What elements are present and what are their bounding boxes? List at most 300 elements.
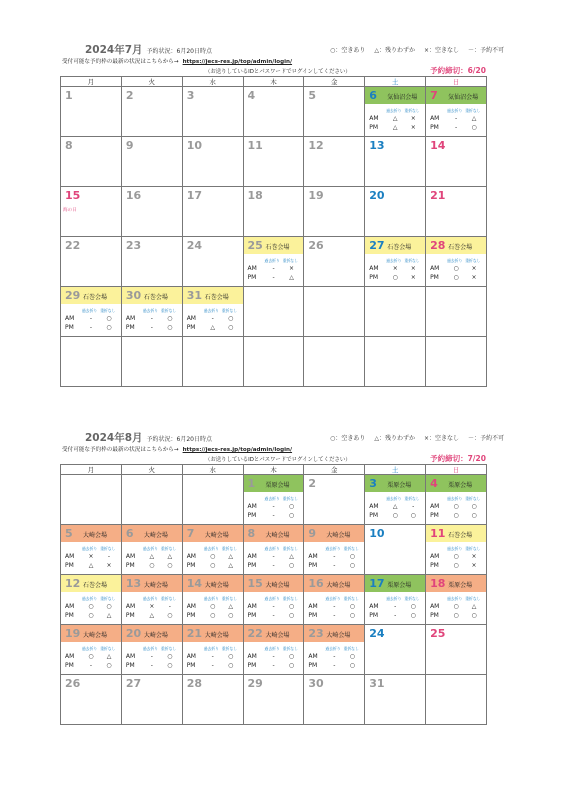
slot-status: △ bbox=[106, 653, 112, 660]
slot-column-labels bbox=[325, 596, 358, 602]
day-cell bbox=[243, 575, 304, 625]
slot-status: △ bbox=[392, 123, 398, 131]
slot-label: PM bbox=[430, 511, 439, 519]
day-cell bbox=[61, 287, 122, 337]
am-slot-row bbox=[126, 603, 179, 612]
slot-col-label: 重折なし bbox=[343, 646, 359, 651]
slot-label: AM bbox=[369, 503, 379, 510]
slot-label: AM bbox=[65, 603, 75, 610]
slot-availability bbox=[430, 115, 483, 132]
empty-cell bbox=[243, 287, 304, 337]
day-cell bbox=[121, 525, 182, 575]
slot-status: ○ bbox=[106, 315, 112, 322]
venue-label: 大崎会場 bbox=[143, 532, 168, 539]
venue-label: 大崎会場 bbox=[204, 532, 229, 539]
slot-status: - bbox=[272, 611, 275, 619]
slot-col-label: 過去折り bbox=[82, 546, 98, 551]
slot-status: - bbox=[454, 123, 458, 131]
booking-link[interactable]: https://jecs-res.jp/top/admin/login/ bbox=[182, 447, 293, 453]
slot-col-label: 過去折り bbox=[264, 596, 280, 601]
slot-col-label: 重折なし bbox=[404, 108, 420, 113]
pm-slot-row bbox=[308, 612, 361, 621]
holiday-label: 海の日 bbox=[63, 208, 77, 213]
slot-column-labels bbox=[265, 258, 298, 264]
day-number: 1 bbox=[65, 89, 73, 102]
slot-label: AM bbox=[65, 653, 75, 660]
day-cell bbox=[365, 187, 426, 237]
venue-label: 大崎会場 bbox=[204, 582, 229, 589]
slot-label: PM bbox=[186, 561, 196, 569]
slot-col-label: 過去折り bbox=[142, 596, 159, 601]
venue-label: 栗原会場 bbox=[387, 582, 412, 589]
slot-status: - bbox=[211, 653, 214, 660]
slot-status: ○ bbox=[228, 315, 234, 322]
slot-col-label: 過去折り bbox=[264, 646, 280, 651]
day-cell bbox=[61, 575, 122, 625]
slot-status: - bbox=[150, 653, 153, 660]
slot-status: ○ bbox=[471, 511, 477, 519]
slot-status: △ bbox=[392, 503, 398, 510]
day-cell bbox=[182, 625, 243, 675]
slot-status: - bbox=[150, 323, 153, 331]
empty-cell bbox=[426, 337, 487, 387]
day-number: 4 bbox=[430, 477, 438, 490]
venue-label: 大崎会場 bbox=[265, 532, 290, 539]
am-slot-row bbox=[126, 315, 179, 324]
slot-col-label: 過去折り bbox=[142, 646, 159, 651]
login-note: （お送りしているIDとパスワードでログインしてください） bbox=[205, 69, 351, 75]
slot-label: AM bbox=[247, 603, 257, 610]
slot-col-label: 重折なし bbox=[465, 258, 481, 263]
slot-label: AM bbox=[430, 553, 440, 560]
slot-col-label: 重折なし bbox=[343, 546, 359, 551]
slot-status: × bbox=[88, 553, 94, 560]
am-slot-row bbox=[126, 553, 179, 562]
slot-status: ○ bbox=[88, 611, 94, 619]
slot-column-labels bbox=[325, 646, 358, 652]
slot-label: AM bbox=[247, 553, 257, 560]
pm-slot-row bbox=[430, 612, 483, 621]
availability-legend: ○：空きあり △：残りわずか ×：空きなし －：予約不可 bbox=[330, 47, 504, 54]
slot-col-label: 過去折り bbox=[325, 546, 341, 551]
slot-status: △ bbox=[228, 553, 233, 560]
slot-status: × bbox=[410, 115, 416, 122]
slot-availability bbox=[187, 603, 240, 620]
slot-status: × bbox=[106, 561, 112, 569]
day-cell bbox=[182, 525, 243, 575]
slot-label: AM bbox=[369, 265, 379, 272]
slot-status: △ bbox=[210, 323, 215, 331]
week-row bbox=[61, 337, 487, 387]
am-slot-row bbox=[248, 503, 301, 512]
am-slot-row bbox=[248, 603, 301, 612]
day-cell bbox=[304, 475, 365, 525]
weekday-mon: 月 bbox=[61, 77, 122, 87]
slot-label: PM bbox=[125, 323, 135, 331]
venue-label: 気仙沼会場 bbox=[448, 94, 479, 101]
pm-slot-row bbox=[126, 562, 179, 571]
slot-status: - bbox=[272, 273, 275, 281]
slot-col-label: 重折なし bbox=[100, 646, 116, 651]
slot-status: - bbox=[272, 503, 275, 510]
slot-availability bbox=[430, 265, 483, 282]
slot-status: ○ bbox=[410, 611, 416, 619]
slot-col-label: 重折なし bbox=[221, 596, 238, 601]
slot-availability bbox=[308, 553, 361, 570]
slot-status: ○ bbox=[471, 123, 477, 131]
slot-status: ○ bbox=[210, 553, 216, 560]
weekday-mon: 月 bbox=[61, 465, 122, 475]
day-number: 27 bbox=[369, 239, 385, 252]
slot-column-labels bbox=[143, 596, 176, 602]
slot-availability bbox=[126, 653, 179, 670]
week-row bbox=[61, 137, 487, 187]
am-slot-row bbox=[248, 265, 301, 274]
venue-label: 大崎会場 bbox=[265, 632, 290, 639]
day-cell bbox=[121, 87, 182, 137]
day-number: 16 bbox=[125, 189, 142, 202]
day-number: 16 bbox=[308, 577, 324, 590]
slot-status: × bbox=[149, 603, 155, 610]
slot-status: △ bbox=[167, 553, 173, 560]
slot-availability bbox=[248, 553, 301, 570]
slot-label: AM bbox=[430, 603, 440, 610]
day-cell bbox=[121, 675, 182, 725]
slot-status: ○ bbox=[392, 511, 398, 519]
slot-col-label: 過去折り bbox=[447, 258, 463, 263]
slot-status: ○ bbox=[453, 603, 459, 610]
venue-label: 石巻会場 bbox=[387, 244, 412, 251]
week-row bbox=[61, 237, 487, 287]
week-row bbox=[61, 675, 487, 725]
slot-availability bbox=[65, 553, 118, 570]
slot-col-label: 重折なし bbox=[161, 646, 177, 651]
week-row bbox=[61, 287, 487, 337]
slot-label: PM bbox=[308, 661, 318, 669]
slot-col-label: 重折なし bbox=[282, 646, 298, 651]
slot-availability bbox=[369, 503, 422, 520]
slot-col-label: 重折なし bbox=[282, 546, 298, 551]
slot-status: △ bbox=[106, 611, 112, 619]
slot-status: △ bbox=[88, 561, 94, 569]
pm-slot-row bbox=[65, 324, 118, 333]
slot-label: AM bbox=[125, 553, 136, 560]
slot-status: × bbox=[471, 561, 477, 569]
slot-availability bbox=[369, 115, 422, 132]
slot-label: PM bbox=[430, 561, 439, 569]
slot-availability bbox=[65, 653, 118, 670]
slot-status: ○ bbox=[288, 511, 295, 519]
slot-column-labels bbox=[82, 308, 115, 314]
day-number: 20 bbox=[369, 189, 385, 202]
pm-slot-row bbox=[187, 662, 240, 671]
pm-slot-row bbox=[308, 662, 361, 671]
slot-status: △ bbox=[471, 115, 477, 122]
pm-slot-row bbox=[65, 562, 118, 571]
slot-status: ○ bbox=[288, 503, 295, 510]
status-text: 予約状況：6月20日時点 bbox=[146, 436, 212, 443]
slot-label: PM bbox=[247, 561, 257, 569]
slot-status: ○ bbox=[106, 603, 112, 610]
slot-availability bbox=[369, 265, 422, 282]
day-number: 26 bbox=[308, 239, 324, 252]
day-number: 31 bbox=[186, 289, 202, 302]
day-cell bbox=[426, 137, 487, 187]
slot-column-labels bbox=[204, 546, 237, 552]
day-number: 11 bbox=[247, 139, 263, 152]
slot-status: ○ bbox=[349, 653, 355, 660]
weekday-sun: 日 bbox=[426, 77, 487, 87]
day-cell bbox=[121, 237, 182, 287]
slot-label: PM bbox=[247, 511, 257, 519]
slot-label: PM bbox=[369, 273, 379, 281]
day-cell bbox=[304, 87, 365, 137]
slot-status: - bbox=[333, 603, 336, 610]
slot-availability bbox=[430, 553, 483, 570]
slot-status: ○ bbox=[167, 315, 173, 322]
day-cell bbox=[61, 525, 122, 575]
slot-status: ○ bbox=[471, 611, 477, 619]
week-row bbox=[61, 187, 487, 237]
day-cell bbox=[426, 475, 487, 525]
slot-status: ○ bbox=[228, 611, 234, 619]
slot-availability bbox=[248, 653, 301, 670]
slot-status: ○ bbox=[210, 603, 216, 610]
month-title: 2024年8月 予約状況：6月20日時点 bbox=[85, 432, 212, 444]
slot-status: ○ bbox=[471, 503, 477, 510]
slot-col-label: 過去折り bbox=[447, 496, 463, 501]
am-slot-row bbox=[308, 603, 361, 612]
day-cell bbox=[304, 625, 365, 675]
slot-col-label: 過去折り bbox=[142, 308, 159, 313]
empty-cell bbox=[426, 675, 487, 725]
am-slot-row bbox=[248, 653, 301, 662]
slot-status: ○ bbox=[210, 561, 216, 569]
slot-col-label: 重折なし bbox=[282, 496, 298, 501]
slot-col-label: 重折なし bbox=[100, 596, 116, 601]
am-slot-row bbox=[369, 503, 422, 512]
slot-status: ○ bbox=[167, 561, 173, 569]
venue-label: 大崎会場 bbox=[265, 582, 290, 589]
slot-status: ○ bbox=[88, 653, 94, 660]
slot-availability bbox=[65, 315, 118, 332]
slot-col-label: 過去折り bbox=[264, 496, 280, 501]
day-number: 12 bbox=[308, 139, 324, 152]
day-number: 1 bbox=[247, 477, 256, 490]
day-number: 5 bbox=[65, 527, 73, 540]
slot-status: ○ bbox=[392, 273, 398, 281]
month-title: 2024年7月 予約状況：6月20日時点 bbox=[85, 44, 212, 56]
slot-status: × bbox=[410, 265, 416, 272]
day-number: 28 bbox=[430, 239, 446, 252]
day-number: 21 bbox=[430, 189, 446, 202]
slot-column-labels bbox=[143, 646, 176, 652]
day-cell bbox=[121, 625, 182, 675]
day-cell bbox=[182, 675, 243, 725]
am-slot-row bbox=[308, 653, 361, 662]
day-number: 29 bbox=[65, 289, 81, 302]
day-number: 13 bbox=[369, 139, 385, 152]
slot-availability bbox=[430, 503, 483, 520]
slot-status: ○ bbox=[410, 603, 416, 610]
slot-status: △ bbox=[392, 115, 398, 122]
slot-status: × bbox=[471, 553, 477, 560]
venue-label: 気仙沼会場 bbox=[387, 94, 418, 101]
day-number: 17 bbox=[369, 577, 385, 590]
slot-label: AM bbox=[308, 553, 318, 560]
slot-col-label: 過去折り bbox=[264, 546, 280, 551]
slot-status: △ bbox=[289, 553, 294, 560]
slot-status: - bbox=[150, 661, 153, 669]
day-number: 17 bbox=[186, 189, 202, 202]
slot-status: × bbox=[410, 273, 416, 281]
slot-status: - bbox=[333, 611, 336, 619]
day-number: 31 bbox=[369, 677, 385, 690]
slot-col-label: 重折なし bbox=[161, 308, 177, 313]
day-cell bbox=[243, 137, 304, 187]
slot-status: △ bbox=[228, 561, 233, 569]
slot-column-labels bbox=[325, 546, 358, 552]
venue-label: 大崎会場 bbox=[204, 632, 229, 639]
slot-col-label: 過去折り bbox=[325, 596, 341, 601]
slot-status: × bbox=[471, 273, 477, 281]
booking-note: 受付可能な予約枠の最新の状況はこちらから→ https://jecs-res.jp/top/admin/login/ bbox=[62, 59, 293, 65]
weekday-fri: 金 bbox=[304, 465, 365, 475]
slot-label: PM bbox=[369, 123, 379, 131]
empty-cell bbox=[182, 475, 243, 525]
slot-status: ○ bbox=[349, 603, 355, 610]
slot-column-labels bbox=[143, 308, 176, 314]
slot-column-labels bbox=[143, 546, 176, 552]
slot-status: △ bbox=[228, 603, 233, 610]
slot-column-labels bbox=[386, 596, 419, 602]
slot-column-labels bbox=[447, 596, 480, 602]
day-cell bbox=[304, 187, 365, 237]
slot-status: ○ bbox=[106, 661, 112, 669]
slot-col-label: 重折なし bbox=[404, 258, 420, 263]
slot-availability bbox=[248, 503, 301, 520]
day-number: 2 bbox=[125, 89, 134, 102]
day-cell bbox=[365, 137, 426, 187]
slot-status: ○ bbox=[453, 265, 459, 272]
slot-label: PM bbox=[186, 611, 196, 619]
slot-label: AM bbox=[186, 315, 196, 322]
slot-availability bbox=[308, 653, 361, 670]
day-number: 23 bbox=[125, 239, 142, 252]
slot-availability bbox=[126, 553, 179, 570]
day-number: 9 bbox=[125, 139, 134, 152]
slot-column-labels bbox=[82, 646, 115, 652]
slot-availability bbox=[248, 265, 301, 282]
am-slot-row bbox=[430, 115, 483, 124]
pm-slot-row bbox=[248, 274, 301, 283]
booking-note: 受付可能な予約枠の最新の状況はこちらから→ https://jecs-res.jp/top/admin/login/ bbox=[62, 447, 293, 453]
slot-status: - bbox=[272, 653, 275, 660]
slot-status: × bbox=[471, 265, 477, 272]
slot-label: AM bbox=[247, 653, 257, 660]
empty-cell bbox=[365, 287, 426, 337]
slot-column-labels bbox=[204, 646, 237, 652]
slot-label: AM bbox=[125, 315, 136, 322]
day-number: 14 bbox=[430, 139, 446, 152]
day-cell bbox=[121, 287, 182, 337]
slot-status: - bbox=[272, 511, 275, 519]
slot-col-label: 重折なし bbox=[221, 646, 238, 651]
slot-col-label: 過去折り bbox=[203, 546, 219, 551]
slot-col-label: 過去折り bbox=[203, 646, 219, 651]
slot-col-label: 重折なし bbox=[100, 308, 116, 313]
day-number: 10 bbox=[369, 527, 385, 540]
slot-col-label: 過去折り bbox=[386, 496, 402, 501]
slot-status: - bbox=[412, 503, 415, 510]
day-number: 10 bbox=[186, 139, 202, 152]
slot-label: PM bbox=[125, 611, 135, 619]
day-number: 7 bbox=[186, 527, 195, 540]
slot-column-labels bbox=[386, 496, 419, 502]
calendar-july bbox=[0, 40, 566, 380]
slot-label: AM bbox=[125, 603, 136, 610]
empty-cell bbox=[243, 337, 304, 387]
slot-col-label: 重折なし bbox=[404, 596, 420, 601]
day-cell bbox=[365, 625, 426, 675]
weekday-wed: 水 bbox=[182, 465, 243, 475]
day-number: 30 bbox=[308, 677, 324, 690]
day-number: 3 bbox=[186, 89, 195, 102]
slot-label: AM bbox=[65, 553, 75, 560]
slot-status: - bbox=[272, 265, 275, 272]
empty-cell bbox=[304, 287, 365, 337]
slot-availability bbox=[430, 603, 483, 620]
day-cell bbox=[243, 525, 304, 575]
weekday-thu: 木 bbox=[243, 77, 304, 87]
slot-status: × bbox=[392, 265, 398, 272]
slot-availability bbox=[369, 603, 422, 620]
day-cell bbox=[182, 187, 243, 237]
slot-status: - bbox=[89, 661, 93, 669]
slot-status: - bbox=[333, 653, 336, 660]
slot-availability bbox=[248, 603, 301, 620]
slot-label: PM bbox=[430, 611, 439, 619]
slot-label: PM bbox=[125, 561, 135, 569]
day-cell bbox=[426, 625, 487, 675]
slot-status: ○ bbox=[167, 653, 173, 660]
venue-label: 大崎会場 bbox=[143, 632, 168, 639]
day-number: 20 bbox=[125, 627, 142, 640]
pm-slot-row bbox=[308, 562, 361, 571]
slot-col-label: 重折なし bbox=[161, 596, 177, 601]
slot-status: ○ bbox=[349, 561, 355, 569]
day-number: 18 bbox=[247, 189, 263, 202]
booking-link[interactable]: https://jecs-res.jp/top/admin/login/ bbox=[182, 59, 293, 65]
slot-label: AM bbox=[430, 265, 440, 272]
day-number: 18 bbox=[430, 577, 446, 590]
slot-column-labels bbox=[386, 108, 419, 114]
pm-slot-row bbox=[430, 124, 483, 133]
slot-label: AM bbox=[369, 115, 379, 122]
slot-status: - bbox=[333, 553, 336, 560]
slot-label: PM bbox=[186, 661, 196, 669]
day-cell bbox=[426, 187, 487, 237]
am-slot-row bbox=[430, 503, 483, 512]
day-cell bbox=[365, 575, 426, 625]
day-number: 5 bbox=[308, 89, 317, 102]
day-cell bbox=[182, 237, 243, 287]
day-cell bbox=[304, 237, 365, 287]
slot-column-labels bbox=[265, 496, 298, 502]
slot-label: AM bbox=[430, 503, 440, 510]
day-cell bbox=[243, 475, 304, 525]
slot-label: AM bbox=[308, 653, 318, 660]
